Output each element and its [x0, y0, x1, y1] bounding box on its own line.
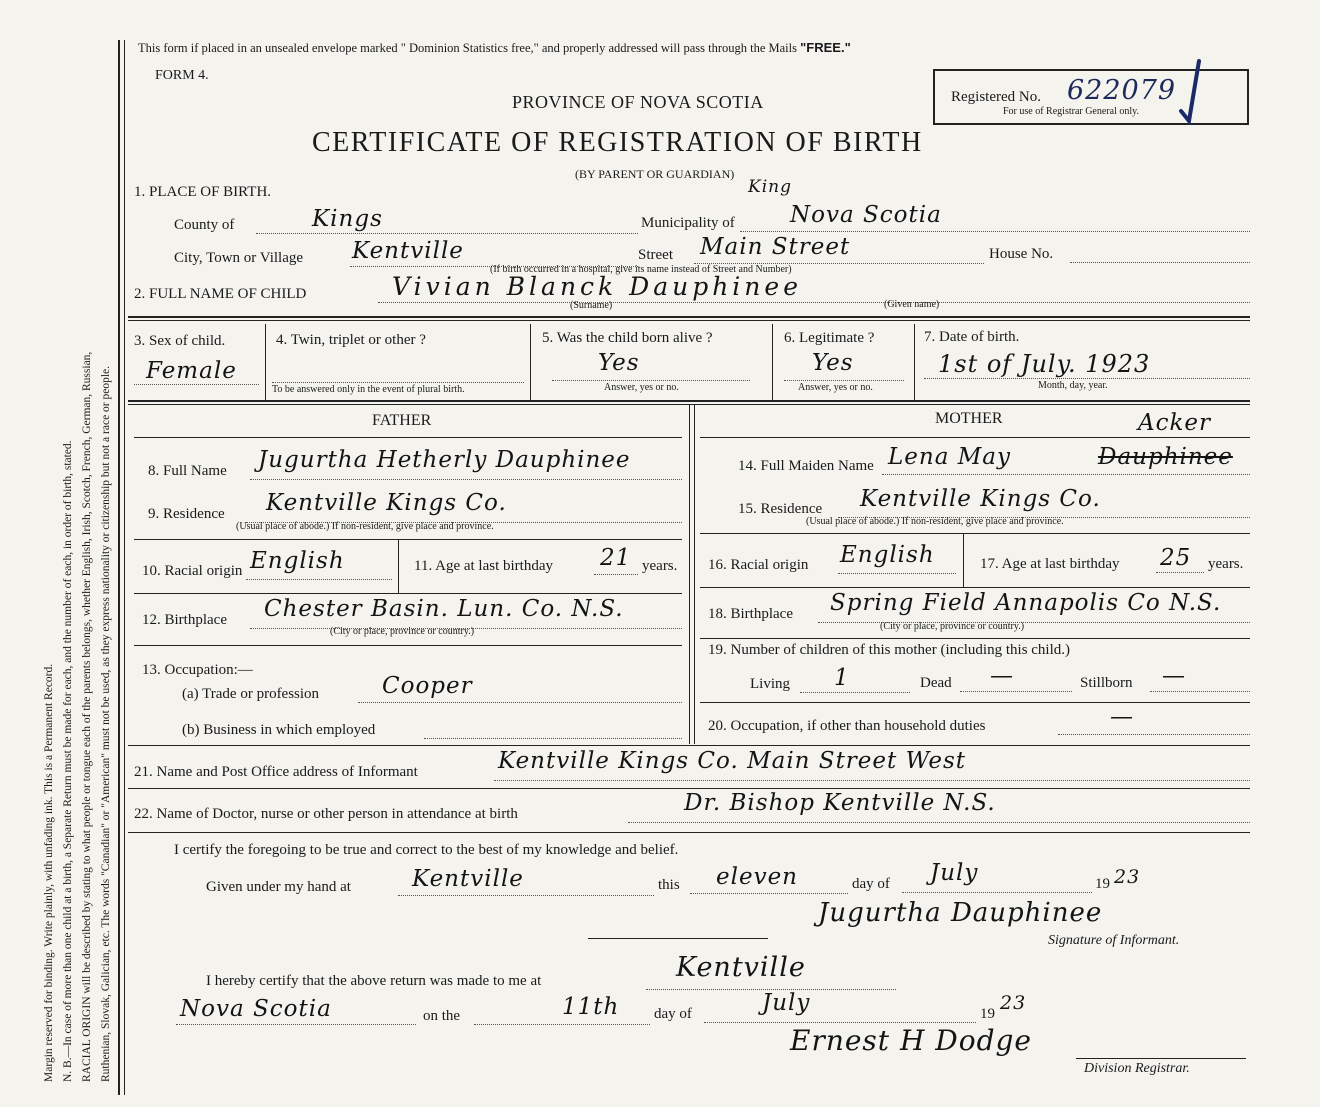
- mother-occupation-label: 20. Occupation, if other than household duties: [708, 718, 986, 734]
- father-name-value: Jugurtha Hetherly Dauphinee: [258, 447, 631, 473]
- given-name-note: (Given name): [884, 299, 940, 310]
- informant-value: Kentville Kings Co. Main Street West: [498, 748, 967, 774]
- alive-value: Yes: [598, 350, 640, 376]
- day-of-label: day of: [852, 876, 890, 892]
- margin-note-multiple-births: N. B.—In case of more than one child at a birth, a Separate Return must be made for each, and the number of each, in order of birth, stated.: [62, 440, 74, 1082]
- given-place-value: Kentville: [412, 866, 524, 892]
- sex-label: 3. Sex of child.: [134, 333, 226, 349]
- registrar-place-value: Kentville: [676, 952, 806, 983]
- father-residence-value: Kentville Kings Co.: [266, 490, 507, 516]
- mother-name-value: Lena May: [888, 444, 1011, 470]
- margin-rule: [118, 40, 120, 1095]
- stillborn-value: —: [1162, 663, 1186, 689]
- year-prefix-2: 19: [980, 1006, 995, 1022]
- mother-birthplace-label: 18. Birthplace: [708, 606, 793, 622]
- margin-note-racial-origin-cont: Ruthenian, Slovak, Galician, etc. The words "Canadian" or "American" must not be used, as they express nationality or citizenship but not a race or people.: [100, 365, 112, 1082]
- father-name-label: 8. Full Name: [148, 463, 227, 479]
- registered-label: Registered No.: [951, 89, 1041, 105]
- father-trade-label: (a) Trade or profession: [182, 686, 320, 702]
- registrar-signature: Ernest H Dodge: [790, 1024, 1032, 1057]
- father-racial-origin-label: 10. Racial origin: [142, 563, 243, 579]
- mother-occupation-value: —: [1110, 704, 1134, 730]
- mother-birthplace-note: (City or place, province or country.): [880, 621, 1025, 632]
- margin-note-binding: Margin reserved for binding. Write plainly, with unfading ink. This is a Permanent Record.: [43, 663, 55, 1082]
- page-title: CERTIFICATE OF REGISTRATION OF BIRTH: [312, 127, 923, 158]
- municipality-value: Nova Scotia: [790, 202, 942, 228]
- certification-statement: I certify the foregoing to be true and correct to the best of my knowledge and belief.: [174, 842, 679, 858]
- legitimate-note: Answer, yes or no.: [798, 382, 873, 393]
- doctor-label: 22. Name of Doctor, nurse or other person in attendance at birth: [134, 806, 518, 822]
- alive-note: Answer, yes or no.: [604, 382, 679, 393]
- registrar-statement: I hereby certify that the above return was made to me at: [206, 973, 542, 989]
- month-value-2: July: [762, 990, 811, 1016]
- year-value: 23: [1114, 866, 1141, 888]
- father-residence-label: 9. Residence: [148, 506, 225, 522]
- mother-residence-value: Kentville Kings Co.: [860, 486, 1101, 512]
- father-age-value: 21: [600, 545, 632, 571]
- mother-name-correction: Acker: [1138, 410, 1212, 436]
- mother-name-label: 14. Full Maiden Name: [738, 458, 874, 474]
- year-prefix: 19: [1095, 876, 1110, 892]
- dead-label: Dead: [920, 675, 952, 691]
- province-heading: PROVINCE OF NOVA SCOTIA: [512, 92, 764, 112]
- county-value: Kings: [312, 206, 383, 232]
- father-birthplace-label: 12. Birthplace: [142, 612, 227, 628]
- father-birthplace-value: Chester Basin. Lun. Co. N.S.: [264, 596, 624, 622]
- father-age-label: 11. Age at last birthday: [414, 558, 553, 574]
- father-business-label: (b) Business in which employed: [182, 722, 376, 738]
- month-value: July: [930, 860, 979, 886]
- province-value: Nova Scotia: [180, 996, 332, 1022]
- given-label: Given under my hand at: [206, 879, 351, 895]
- dob-label: 7. Date of birth.: [924, 329, 1020, 345]
- living-label: Living: [750, 676, 790, 692]
- father-age-unit: years.: [642, 558, 678, 574]
- dob-note: Month, day, year.: [1038, 380, 1108, 391]
- sex-value: Female: [146, 358, 237, 384]
- dob-value: 1st of July. 1923: [938, 350, 1151, 378]
- legitimate-value: Yes: [812, 350, 854, 376]
- father-birthplace-note: (City or place, province or country.): [330, 626, 475, 637]
- father-occupation-label: 13. Occupation:—: [142, 662, 253, 678]
- father-racial-origin-value: English: [250, 548, 345, 574]
- city-label: City, Town or Village: [174, 250, 304, 266]
- mother-racial-origin-value: English: [840, 542, 935, 568]
- registered-number-box: [933, 69, 1249, 125]
- twin-note: To be answered only in the event of plural birth.: [272, 384, 465, 395]
- check-mark-icon: [1177, 59, 1201, 125]
- year-value-2: 23: [1000, 992, 1027, 1014]
- child-name-value: Vivian Blanck Dauphinee: [392, 272, 802, 301]
- mother-children-label: 19. Number of children of this mother (including this child.): [708, 642, 1071, 658]
- city-value: Kentville: [352, 238, 464, 264]
- registrar-note: For use of Registrar General only.: [1003, 106, 1139, 117]
- legitimate-label: 6. Legitimate ?: [784, 330, 875, 346]
- stillborn-label: Stillborn: [1080, 675, 1133, 691]
- alive-label: 5. Was the child born alive ?: [542, 330, 713, 346]
- twin-label: 4. Twin, triplet or other ?: [276, 332, 426, 348]
- registered-value: 622079: [1067, 75, 1177, 106]
- street-value: Main Street: [700, 234, 851, 260]
- margin-notes: [40, 42, 116, 1082]
- street-label: Street: [638, 247, 673, 263]
- informant-signature: Jugurtha Dauphinee: [818, 898, 1103, 928]
- mother-residence-note: (Usual place of abode.) If non-resident, give place and province.: [806, 516, 1064, 527]
- municipality-label: Municipality of: [641, 215, 735, 231]
- this-label: this: [658, 877, 680, 893]
- form-number: FORM 4.: [155, 68, 209, 83]
- father-residence-note: (Usual place of abode.) If non-resident, give place and province.: [236, 521, 494, 532]
- day-of-label-2: day of: [654, 1006, 692, 1022]
- this-day-value: eleven: [716, 864, 798, 890]
- father-heading: FATHER: [372, 412, 432, 429]
- child-name-label: 2. FULL NAME OF CHILD: [134, 286, 307, 302]
- municipality-annotation: King: [748, 177, 792, 197]
- on-the-value: 11th: [562, 994, 620, 1020]
- mother-age-value: 25: [1160, 545, 1192, 571]
- county-label: County of: [174, 217, 235, 233]
- surname-note: (Surname): [570, 300, 613, 311]
- margin-note-racial-origin: RACIAL ORIGIN will be described by stating to what people or tongue each of the parents belongs, whether English, Irish, Scotch, French, German, Russian,: [81, 351, 93, 1082]
- place-heading: 1. PLACE OF BIRTH.: [134, 184, 272, 200]
- on-the-label: on the: [423, 1008, 461, 1024]
- doctor-value: Dr. Bishop Kentville N.S.: [684, 790, 996, 816]
- informant-signature-label: Signature of Informant.: [1048, 933, 1180, 948]
- mother-age-unit: years.: [1208, 556, 1244, 572]
- mail-notice: This form if placed in an unsealed envelope marked " Dominion Statistics free," and properly addressed will pass through the Mails "FREE.": [138, 40, 851, 55]
- house-number-label: House No.: [989, 246, 1054, 262]
- mother-heading: MOTHER: [935, 410, 1003, 427]
- mother-residence-label: 15. Residence: [738, 501, 823, 517]
- margin-rule-inner: [124, 40, 125, 1095]
- mother-name-struck: Dauphinee: [1098, 444, 1233, 470]
- informant-label: 21. Name and Post Office address of Informant: [134, 764, 418, 780]
- page-subtitle: (BY PARENT OR GUARDIAN): [575, 167, 735, 181]
- mother-birthplace-value: Spring Field Annapolis Co N.S.: [830, 590, 1222, 616]
- registrar-signature-label: Division Registrar.: [1084, 1061, 1190, 1076]
- mother-racial-origin-label: 16. Racial origin: [708, 557, 809, 573]
- mother-age-label: 17. Age at last birthday: [980, 556, 1120, 572]
- hospital-note: (If birth occurred in a hospital, give its name instead of Street and Number): [490, 264, 792, 275]
- dead-value: —: [990, 663, 1014, 689]
- father-trade-value: Cooper: [382, 673, 473, 699]
- living-value: 1: [834, 665, 850, 691]
